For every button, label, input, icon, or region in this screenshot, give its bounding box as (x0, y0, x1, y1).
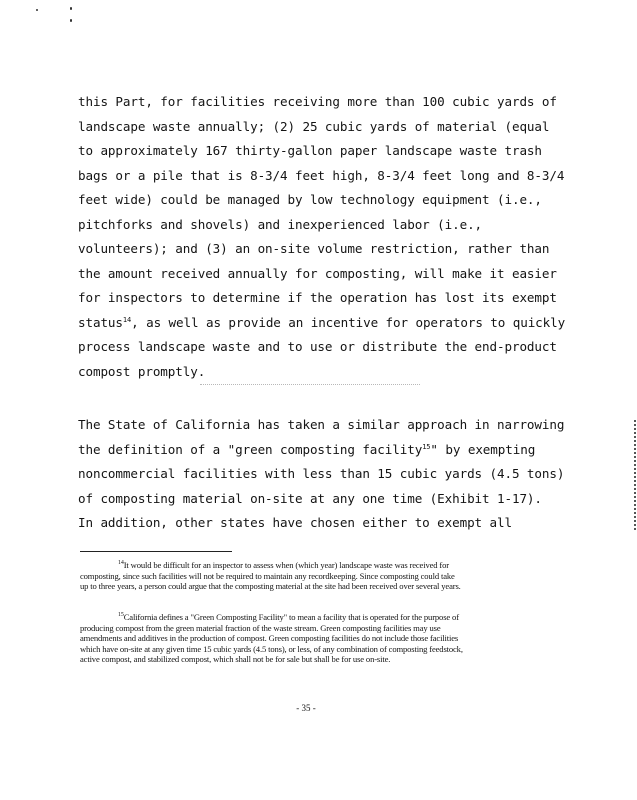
scan-bleed-through (200, 384, 420, 391)
footnote-line: amendments and additives in the production of compost. Green composting facilities do not include those facilities (80, 633, 459, 643)
text-fragment: " by exempting (430, 441, 536, 457)
text-line: bags or a pile that is 8-3/4 feet high, 8-3/4 feet long and 8-3/4 (78, 167, 565, 183)
footnote-line (80, 560, 572, 571)
footnote-line: which have on-site at any given time 15 cubic yards (4.5 tons), or less, of any combination of composting feedstock, (80, 643, 463, 654)
footnote-ref-14: 14 (122, 315, 132, 324)
text-line: The State of California has taken a similar approach in narrowing (78, 417, 565, 432)
text-line: to approximately 167 thirty-gallon paper landscape waste trash (78, 143, 542, 158)
footnote-line: up to three years, a person could argue that the composting material at the site had been received over several years. (80, 581, 461, 591)
footnote-number: 14 (118, 560, 124, 567)
text-fragment: the definition of a "green composting facility (78, 441, 423, 457)
paragraph-2 (78, 413, 578, 536)
text-line: of composting material on-site at any one time (Exhibit 1-17). (78, 490, 542, 506)
text-fragment: , as well as provide an incentive for operators to quickly (131, 314, 566, 330)
text-line: feet wide) could be managed by low technology equipment (i.e., (78, 192, 542, 207)
scan-speck (70, 7, 72, 10)
text-line: the amount received annually for composting, will make it easier (78, 265, 557, 281)
text-line: for inspectors to determine if the operation has lost its exempt (78, 290, 557, 305)
text-line: landscape waste annually; (2) 25 cubic yards of material (equal (78, 118, 550, 134)
text-line: compost promptly. (78, 363, 206, 379)
text-line (78, 438, 578, 463)
text-line: pitchforks and shovels) and inexperienced labor (i.e., (78, 216, 483, 232)
page-number: - 35 - (296, 703, 316, 713)
text-line: process landscape waste and to use or distribute the end-product (78, 339, 557, 354)
text-line (78, 311, 578, 336)
footnote-line: producing compost from the green material fraction of the waste stream. Green composting facilities may use (80, 622, 441, 633)
text-line: noncommercial facilities with less than 15 cubic yards (4.5 tons) (78, 466, 565, 481)
text-line: volunteers); and (3) an on-site volume restriction, rather than (78, 241, 550, 256)
text-fragment: status (78, 314, 123, 330)
paragraph-1 (78, 90, 578, 384)
text-fragment: California defines a "Green Composting Facility" to mean a facility that is operated for the purpose of (123, 612, 459, 622)
footnote-number: 15 (118, 612, 124, 619)
footnote-15 (80, 612, 572, 665)
scan-speck (70, 19, 72, 22)
footnote-ref-15: 15 (422, 442, 431, 451)
footnote-line: composting, since such facilities will not be required to maintain any recordkeeping. Since composting could take (80, 570, 455, 581)
text-line: In addition, other states have chosen either to exempt all (78, 515, 512, 530)
text-fragment: It would be difficult for an inspector to assess when (which year) landscape waste was received for (123, 560, 449, 570)
scan-speck (36, 9, 38, 11)
footnote-line: active compost, and stabilized compost, which shall not be for sale but shall be for use on-site. (80, 654, 391, 664)
footnote-separator (80, 551, 232, 552)
footnote-14 (80, 560, 572, 592)
text-line: this Part, for facilities receiving more than 100 cubic yards of (78, 94, 557, 109)
footnote-line (80, 612, 572, 623)
